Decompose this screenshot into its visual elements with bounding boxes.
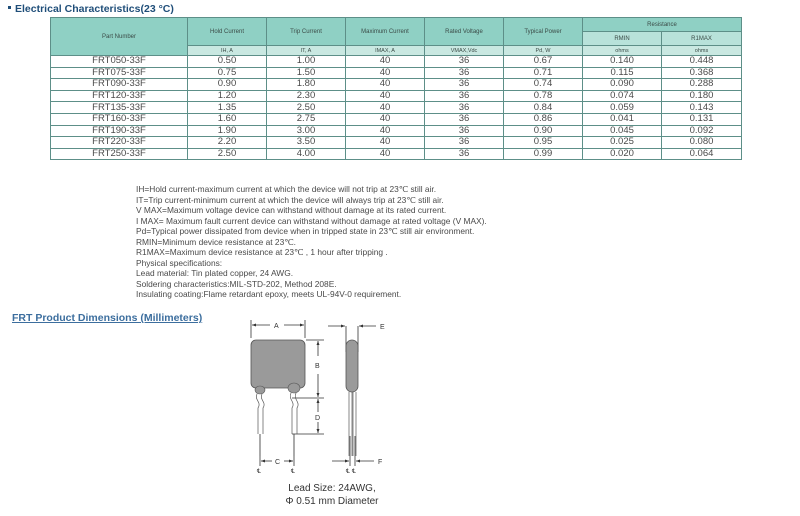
note-ih: IH=Hold current-maximum current at which the device will not trip at 23℃ still air. (136, 184, 437, 194)
dim-label-e: E (380, 324, 385, 331)
svg-text:℄: ℄ (291, 469, 295, 475)
cell-rmin: 0.074 (583, 90, 662, 102)
note-insulating: Insulating coating:Flame retardant epoxy, meets UL-94V-0 requirement. (136, 289, 402, 299)
cell-rmin: 0.041 (583, 113, 662, 125)
cell-rmin: 0.090 (583, 79, 662, 91)
unit-trip: IT, A (267, 46, 346, 56)
unit-rmin: ohms (583, 46, 662, 56)
section-title-text: Electrical Characteristics(23 °C) (15, 3, 174, 15)
electrical-characteristics-table (50, 17, 742, 160)
cell-vmax: 36 (425, 79, 504, 91)
cell-r1max: 0.064 (662, 148, 742, 160)
cell-trip: 1.00 (267, 56, 346, 68)
cell-hold: 2.20 (188, 137, 267, 149)
lead-size-line1: Lead Size: 24AWG, (288, 483, 376, 494)
unit-max-current: IMAX, A (346, 46, 425, 56)
header-rated-voltage: Rated Voltage (425, 18, 504, 46)
note-pd: Pd=Typical power dissipated from device when in tripped state in 23℃ still air environment. (136, 226, 475, 236)
cell-trip: 1.80 (267, 79, 346, 91)
cell-r1max: 0.288 (662, 79, 742, 91)
note-lead-material: Lead material: Tin plated copper, 24 AWG. (136, 268, 294, 278)
header-trip-current: Trip Current (267, 18, 346, 46)
header-max-current: Maximum Current (346, 18, 425, 46)
cell-imax: 40 (346, 102, 425, 114)
cell-part: FRT250-33F (51, 148, 188, 160)
cell-imax: 40 (346, 56, 425, 68)
note-rmin: RMIN=Minimum device resistance at 23℃. (136, 236, 296, 247)
note-imax: I MAX= Maximum fault current device can withstand without damage at rated voltage (V MAX). (136, 215, 487, 226)
svg-text:℄: ℄ (352, 469, 356, 475)
cell-vmax: 36 (425, 90, 504, 102)
cell-r1max: 0.368 (662, 67, 742, 79)
header-resistance: Resistance (583, 18, 742, 32)
cell-power: 0.71 (504, 67, 583, 79)
cell-trip: 2.30 (267, 90, 346, 102)
table-row (51, 79, 742, 91)
dim-label-c: C (275, 459, 281, 466)
header-part-number: Part Number (51, 18, 188, 56)
cell-trip: 3.50 (267, 137, 346, 149)
cell-r1max: 0.092 (662, 125, 742, 137)
note-soldering: Soldering characteristics:MIL-STD-202, Method 208E. (136, 278, 337, 289)
dimensions-title-link[interactable]: FRT Product Dimensions (Millimeters) (12, 312, 203, 324)
cell-part: FRT190-33F (51, 125, 188, 137)
cell-hold: 1.20 (188, 90, 267, 102)
cell-power: 0.99 (504, 148, 583, 160)
cell-hold: 0.50 (188, 56, 267, 68)
cell-power: 0.90 (504, 125, 583, 137)
cell-part: FRT050-33F (51, 56, 188, 68)
cell-r1max: 0.131 (662, 113, 742, 125)
table-row (51, 90, 742, 102)
svg-text:℄: ℄ (346, 469, 350, 475)
cell-imax: 40 (346, 148, 425, 160)
cell-vmax: 36 (425, 148, 504, 160)
cell-hold: 1.90 (188, 125, 267, 137)
table-row (51, 148, 742, 160)
svg-text:℄: ℄ (257, 469, 261, 475)
cell-rmin: 0.025 (583, 137, 662, 149)
cell-r1max: 0.448 (662, 56, 742, 68)
table-row (51, 102, 742, 114)
dim-label-f: F (378, 459, 383, 466)
dim-label-b: B (315, 363, 320, 370)
unit-r1max: ohms (662, 46, 742, 56)
notes-block (136, 184, 487, 300)
cell-trip: 2.50 (267, 102, 346, 114)
cell-power: 0.84 (504, 102, 583, 114)
cell-hold: 1.35 (188, 102, 267, 114)
lead-size-caption (262, 482, 402, 508)
cell-vmax: 36 (425, 113, 504, 125)
dim-label-d: D (315, 415, 321, 422)
cell-hold: 2.50 (188, 148, 267, 160)
unit-typical-power: Pd, W (504, 46, 583, 56)
cell-power: 0.95 (504, 137, 583, 149)
cell-hold: 0.90 (188, 79, 267, 91)
cell-part: FRT075-33F (51, 67, 188, 79)
bullet-icon (8, 6, 11, 9)
cell-rmin: 0.045 (583, 125, 662, 137)
cell-vmax: 36 (425, 102, 504, 114)
cell-r1max: 0.143 (662, 102, 742, 114)
section-title-electrical (8, 3, 174, 15)
cell-power: 0.74 (504, 79, 583, 91)
note-physical-specs: Physical specifications: (136, 257, 223, 268)
table-row (51, 125, 742, 137)
dim-label-a: A (274, 323, 279, 330)
cell-imax: 40 (346, 90, 425, 102)
cell-r1max: 0.180 (662, 90, 742, 102)
cell-r1max: 0.080 (662, 137, 742, 149)
header-hold-current: Hold Current (188, 18, 267, 46)
note-it: IT=Trip current-minimum current at which the device will always trip at 23℃ still air. (136, 194, 444, 205)
cell-power: 0.78 (504, 90, 583, 102)
cell-hold: 1.60 (188, 113, 267, 125)
header-typical-power: Typical Power (504, 18, 583, 46)
cell-part: FRT160-33F (51, 113, 188, 125)
cell-vmax: 36 (425, 67, 504, 79)
cell-imax: 40 (346, 113, 425, 125)
cell-rmin: 0.140 (583, 56, 662, 68)
cell-power: 0.67 (504, 56, 583, 68)
cell-vmax: 36 (425, 56, 504, 68)
header-rmin: RMIN (583, 32, 662, 46)
header-r1max: R1MAX (662, 32, 742, 46)
cell-part: FRT135-33F (51, 102, 188, 114)
cell-part: FRT120-33F (51, 90, 188, 102)
cell-trip: 4.00 (267, 148, 346, 160)
unit-hold: IH, A (188, 46, 267, 56)
note-r1max: R1MAX=Maximum device resistance at 23℃ , 1 hour after tripping . (136, 247, 388, 257)
note-vmax: V MAX=Maximum voltage device can withstand without damage at its rated current. (136, 205, 447, 215)
cell-imax: 40 (346, 125, 425, 137)
cell-trip: 2.75 (267, 113, 346, 125)
cell-rmin: 0.115 (583, 67, 662, 79)
cell-vmax: 36 (425, 125, 504, 137)
cell-imax: 40 (346, 137, 425, 149)
table-row (51, 137, 742, 149)
cell-imax: 40 (346, 67, 425, 79)
lead-size-line2: Φ 0.51 mm Diameter (285, 496, 379, 507)
cell-imax: 40 (346, 79, 425, 91)
cell-vmax: 36 (425, 137, 504, 149)
unit-rated-voltage: VMAX,Vdc (425, 46, 504, 56)
cell-part: FRT090-33F (51, 79, 188, 91)
cell-trip: 3.00 (267, 125, 346, 137)
cell-power: 0.86 (504, 113, 583, 125)
dimension-drawing (232, 316, 402, 476)
table-row (51, 113, 742, 125)
table-row (51, 67, 742, 79)
cell-hold: 0.75 (188, 67, 267, 79)
cell-trip: 1.50 (267, 67, 346, 79)
cell-part: FRT220-33F (51, 137, 188, 149)
table-row (51, 56, 742, 68)
cell-rmin: 0.059 (583, 102, 662, 114)
cell-rmin: 0.020 (583, 148, 662, 160)
